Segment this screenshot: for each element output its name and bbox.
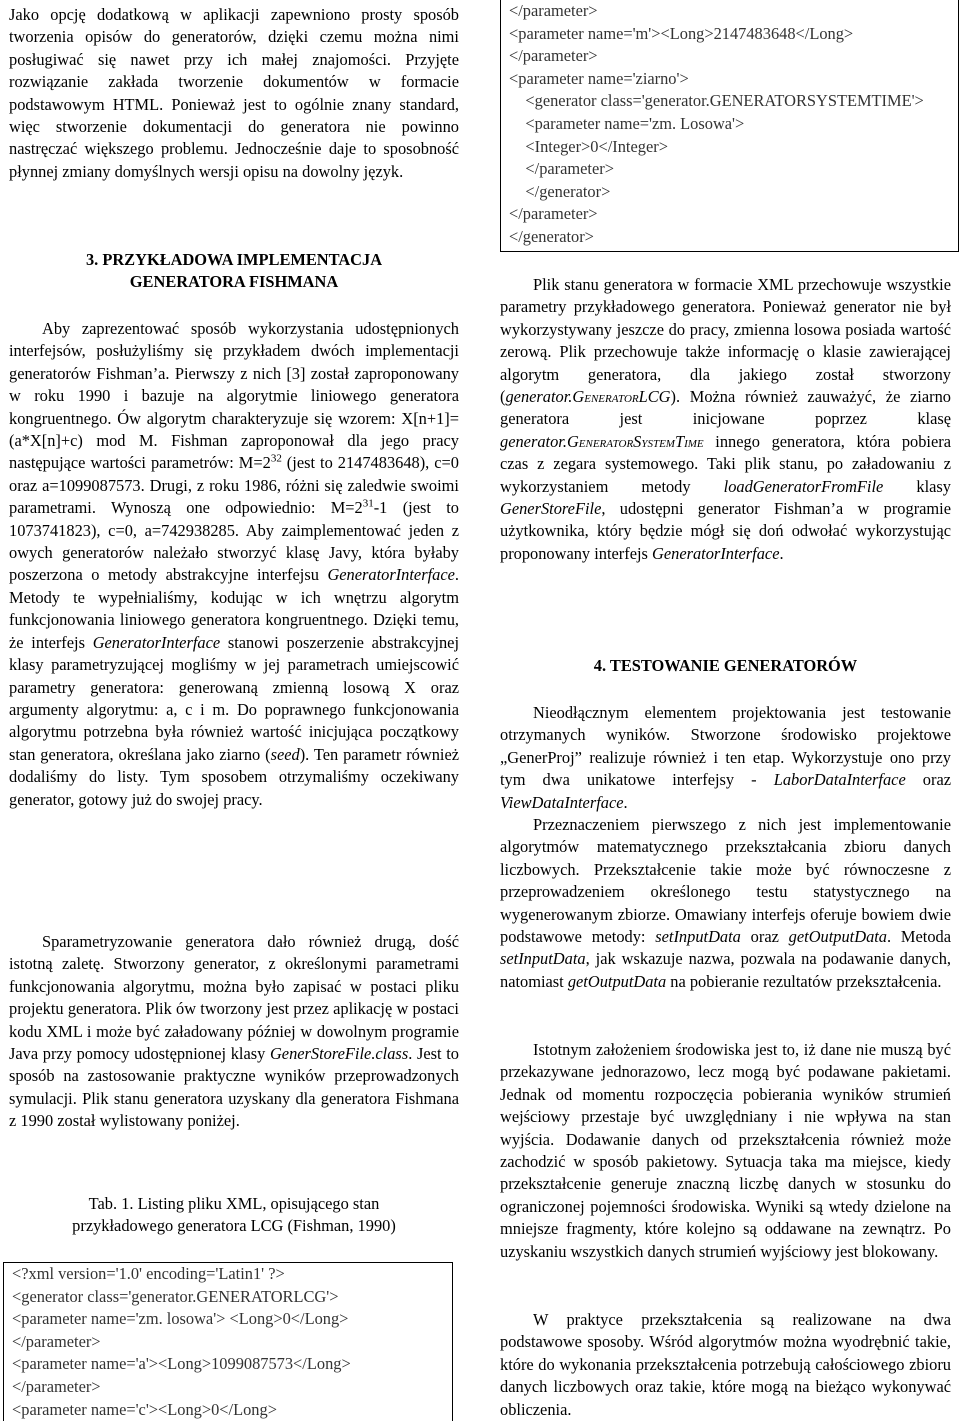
code-line: <Integer>0</Integer>: [509, 136, 668, 156]
code-line: </generator>: [509, 226, 594, 246]
text-run: Sparametryzowanie generatora dało również drugą, dość istotną zaletę. Stworzony generator, z określonymi parametrami funkcjonowania algorytmu, można było zapisać w postaci pliku projektu generatora. Plik ów tworzony jest przez aplikację w postaci kodu XML i może być załadowany później w dowolnym programie Java przy pomocy udostępnionej klasy: [9, 932, 459, 1064]
interface-name: ViewDataInterface: [500, 792, 624, 812]
text-run: generator.: [500, 431, 567, 451]
text-run: GeneratorLCG: [572, 387, 671, 407]
class-name: GeneratorInterface: [327, 565, 455, 585]
intro-text: Jako opcję dodatkową w aplikacji zapewniono prosty sposób tworzenia opisów do generatorów, dzięki czemu można nimi posługiwać się nawet przy ich małej znajomości. Przyjęte rozwiązanie zakłada tworzenie dokumentów w formacie podstawowym HTML. Ponieważ jest to ogólnie znany standard, więc stworzenie dokumentacji do generatora nie powinno nastręczać większego problemu. Jednocześnie daje to sposobność płynnej zmiany domyślnych wersji opisu na dowolny język.: [9, 5, 459, 181]
text-run: .: [623, 792, 628, 812]
code-line: <parameter name='c'><Long>0</Long>: [12, 1399, 277, 1419]
intro-paragraph: [9, 4, 459, 183]
text-run: oraz: [905, 770, 951, 790]
method-name: setInputData: [500, 949, 586, 969]
section3-paragraph-2: [9, 931, 459, 1133]
section4-paragraph-4: [500, 1309, 951, 1421]
code-line: </parameter>: [12, 1331, 101, 1351]
code-line: <parameter name='zm. Losowa'>: [509, 113, 745, 133]
text-run: . Metody te wypełnialiśmy, kodując w ich wnętrzu algorytm funkcjonowania liniowego generatora kongruentnego. Dzięki temu, że interfejs: [9, 565, 459, 652]
text-run: generator.: [505, 387, 573, 407]
text-run: . Metoda: [887, 927, 951, 947]
code-line: <generator class='generator.GENERATORSYSTEMTIME'>: [509, 91, 924, 111]
text-run: Przeznaczeniem pierwszego z nich jest implementowanie algorytmów matematycznego przekształcania zbioru danych liczbowych. Przekształcenie takie może być równoczesne z przeprowadzeniem określonego testu statystycznego na wygenerowanym zbiorze. Omawiany interfejs oferuje bowiem dwie podstawowe metody:: [500, 815, 951, 947]
code-line: <parameter name='a'><Long>1099087573</Long>: [12, 1354, 351, 1374]
xml-listing-part2: [500, 0, 959, 252]
code-line: </generator>: [509, 181, 611, 201]
section3-heading-line2: GENERATORA FISHMANA: [129, 272, 339, 292]
class-name: GeneratorInterface: [652, 543, 780, 563]
text-run: Nieodłącznym elementem projektowania jest testowanie otrzymanych wyników. Stworzone środowisko projektowe „GenerProj” realizuje również i ten etap. Wykorzystuje ono przy tym dwa unikatowe interfejsy -: [500, 703, 951, 790]
term: seed: [270, 744, 300, 764]
class-name: GenerStoreFile: [500, 499, 602, 519]
class-name: GenerStoreFile.class: [269, 1044, 409, 1064]
section3-heading: [9, 249, 459, 294]
code-line: <parameter name='m'><Long>2147483648</Long>: [509, 23, 854, 43]
table-caption: [9, 1193, 459, 1238]
section4-paragraph-1: [500, 702, 951, 814]
text-run: ). Można również zauważyć, że ziarno generatora jest inicjowane poprzez klasę: [500, 387, 951, 429]
interface-name: LaborDataInterface: [773, 770, 906, 790]
text-run: (jest to 2147483648), c=0 oraz a=1099087573. Drugi, z roku 1986, różni się zaledwie swoimi parametrami. Wynoszą one odpowiednio: M=2: [9, 453, 459, 518]
caption-line1: Tab. 1. Listing pliku XML, opisującego stan: [88, 1194, 380, 1213]
superscript: 32: [270, 452, 282, 465]
section4-paragraph-3: [500, 1039, 951, 1263]
code-line: </parameter>: [509, 204, 598, 224]
method-name: getOutputData: [788, 927, 888, 947]
class-name: GeneratorInterface: [92, 632, 221, 652]
class-name: [505, 387, 670, 406]
text-run: Plik stanu generatora w formacie XML przechowuje wszystkie parametry przykładowego generatora. Ponieważ generator nie był wykorzystywany jeszcze do pracy, zmienna losowa posiada wartość zerową. Plik przechowuje także informację o klasie zawierającej algorytm generatora, dla jakiego został stworzony (: [500, 275, 951, 407]
xml-description-paragraph: [500, 274, 951, 565]
text-run: stanowi poszerzenie abstrakcyjnej klasy parametryzującej mogliśmy w jej parametrach umiejscowić parametry generatora: generowaną zmienną losową X oraz argumenty algorytmu: a, c i m. Do poprawnego funkcjonowania algorytmu potrzebna była również wartość inicjująca początkowy stan generatora, określana jako ziarno (: [9, 632, 459, 764]
text-run: na pobieranie rezultatów przekształcenia.: [666, 971, 942, 991]
xml-listing-part1: [3, 1262, 453, 1421]
code-line: </parameter>: [12, 1376, 101, 1396]
class-name: [500, 432, 704, 451]
text-run: ). Ten parametr również dodaliśmy do listy. Tym sposobem otrzymaliśmy oczekiwany generator, gotowy już do swojej pracy.: [9, 744, 459, 809]
text-run: , jak wskazuje nazwa, pozwala na podawanie danych, natomiast: [500, 949, 951, 991]
text-run: klasy: [883, 476, 951, 496]
code-line: <generator class='generator.GENERATORLCG'>: [12, 1286, 339, 1306]
text-run: oraz: [740, 927, 789, 947]
text-run: -1 (jest to 1073741823), c=0, a=742938285. Aby zaimplementować jeden z owych generatorów należało stworzyć klasę Javy, która byłaby poszerzona o metody abstrakcyjne interfejsu: [9, 498, 459, 585]
code-line: </parameter>: [509, 1, 598, 20]
code-line: </parameter>: [509, 46, 598, 66]
code-line: <parameter name='zm. losowa'> <Long>0</Long>: [12, 1309, 349, 1329]
text-run: W praktyce przekształcenia są realizowane na dwa podstawowe sposoby. Wśród algorytmów można wyodrębnić takie, które do wykonania przekształcenia potrzebują całościowego zbioru danych liczbowych oraz takie, które mogą na bieżąco wykonywać obliczenia.: [500, 1310, 951, 1419]
text-run: .: [779, 543, 784, 563]
text-run: innego generatora, która pobiera czas z zegara systemowego. Taki plik stanu, po załadowaniu z wykorzystaniem metody: [500, 431, 951, 496]
section3-paragraph-1: [9, 318, 459, 811]
section4-paragraph-2: [500, 814, 951, 993]
text-run: GeneratorSystemTime: [566, 431, 704, 451]
superscript: 31: [362, 497, 374, 510]
caption-line2: przykładowego generatora LCG (Fishman, 1990): [72, 1216, 396, 1236]
code-line: <parameter name='ziarno'>: [509, 68, 689, 88]
section3-heading-line1: 3. PRZYKŁADOWA IMPLEMENTACJA: [85, 250, 383, 269]
text-run: Istotnym założeniem środowiska jest to, iż dane nie muszą być przekazywane jednorazowo, lecz mogą być podawane pakietami. Jednak od momentu rozpoczęcia pobierania wyników strumień wejściowy przestaje być uwzględniany i nie wpływa na stan wyjścia. Dodawanie danych od przekształcenia również może zachodzić w sposób pakietowy. Sytuacja taka ma miejsce, kiedy przekształcenie generuje znaczną liczbę danych w stosunku do ograniczonej pojemności środowiska. Wyniki są wtedy dzielone na mniejsze fragmenty, które kolejno są oddawane na zewnątrz. Po uzyskaniu wszystkich danych strumień wyjściowy jest blokowany.: [500, 1040, 951, 1261]
method-name: setInputData: [655, 927, 741, 947]
method-name: getOutputData: [567, 971, 667, 991]
text-run: . Jest to sposób na zastosowanie praktyczne wyników przeprowadzonych symulacji. Plik stanu generatora uzyskany dla generatora Fishmana z 1990 został wylistowany poniżej.: [9, 1044, 459, 1131]
text-run: , udostępni generator Fishman’a w programie użytkownika, który będzie mógł się doń odwołać wykorzystując proponowany interfejs: [500, 499, 951, 563]
code-line: <?xml version='1.0' encoding='Latin1' ?>: [12, 1264, 285, 1283]
section4-heading: 4. TESTOWANIE GENERATORÓW: [593, 656, 858, 675]
text-run: Aby zaprezentować sposób wykorzystania udostępnionych interfejsów, posłużyliśmy się przykładem dwóch implementacji generatorów Fishman’a. Pierwszy z nich [3] został zaproponowany w roku 1990 i bazuje na algorytmie liniowego generatora kongruentnego. Ów algorytm charakteryzuje się wzorem: X[n+1]=(a*X[n]+c) mod M. Fishman zaproponował dla jego pracy następujące wartości parametrów: M=2: [9, 319, 459, 473]
code-line: </parameter>: [509, 159, 614, 179]
method-name: loadGeneratorFromFile: [723, 476, 884, 496]
